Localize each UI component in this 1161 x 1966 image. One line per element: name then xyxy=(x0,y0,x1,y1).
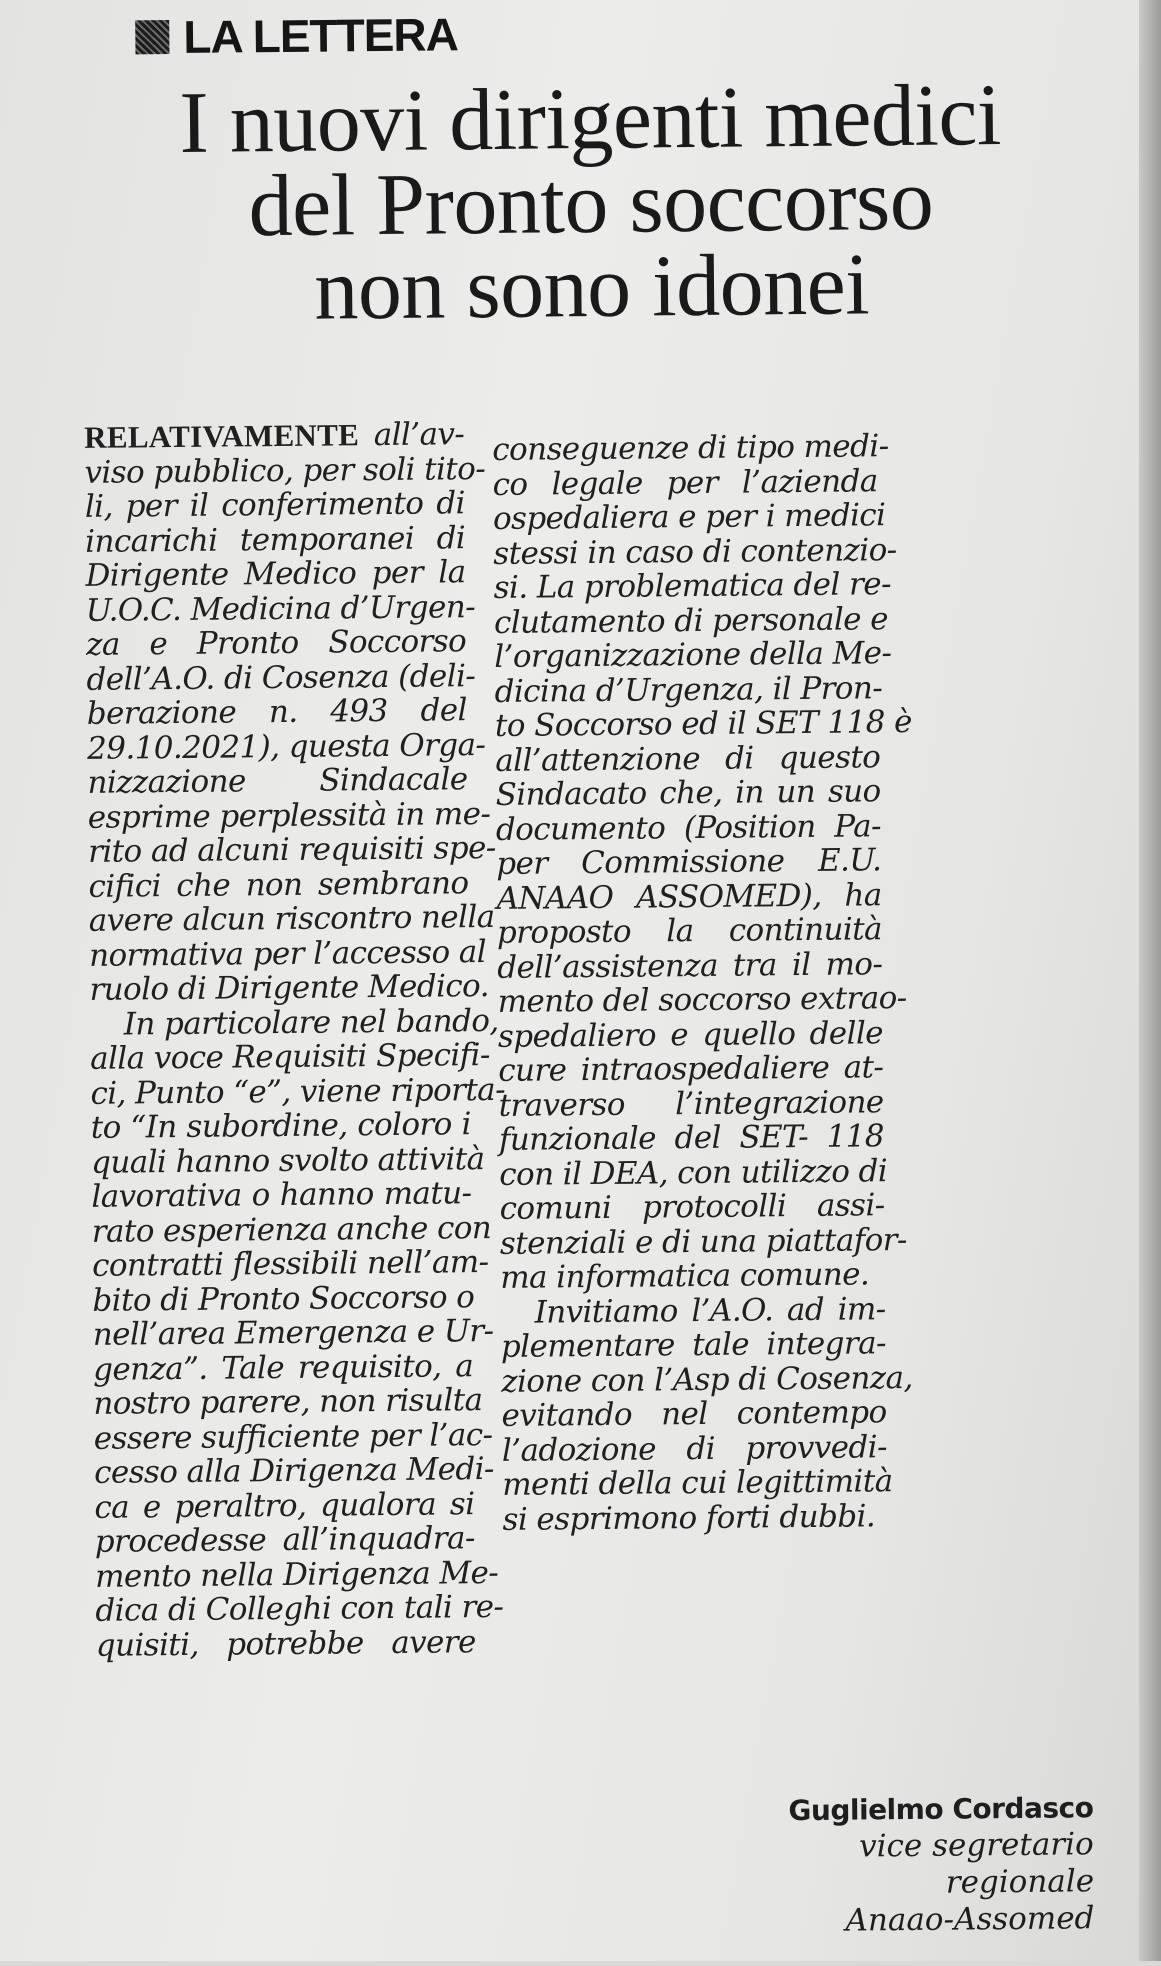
right-column xyxy=(492,428,913,1538)
signature-block xyxy=(788,1789,1094,1940)
text-line: si. La problematica del re- xyxy=(493,566,892,606)
text-line: ruolo di Dirigente Medico. xyxy=(89,968,490,1008)
text-line: U.O.C. Medicina d’Urgen- xyxy=(85,588,476,629)
text-line: essere sufficiente per l’ac- xyxy=(93,1416,493,1457)
text-line: l’adozione di provvedi- xyxy=(501,1428,888,1469)
text-line: per Commissione E.U. xyxy=(496,842,882,882)
section-rubric xyxy=(135,8,459,63)
text-line: si esprimono forti dubbi. xyxy=(502,1497,876,1538)
text-line: documento (Position Pa- xyxy=(495,807,882,848)
text-line: l’organizzazione della Me- xyxy=(494,635,892,675)
text-line: ci, Punto “e”, viene riporta- xyxy=(90,1071,506,1112)
text-line: avere alcun riscontro nella xyxy=(88,898,495,939)
newspaper-clipping xyxy=(40,0,1157,1966)
text-line: Dirigente Medico per la xyxy=(85,554,466,594)
text-line: esprime perplessità in me- xyxy=(87,795,491,836)
text-line: stenziali e di una piattafor- xyxy=(499,1221,907,1262)
lead-word: RELATIVAMENTE xyxy=(84,417,360,455)
text-line: zione con l’Asp di Cosenza, xyxy=(501,1359,913,1400)
text-line: ANAAO ASSOMED), ha xyxy=(496,876,882,917)
text-line: menti della cui legittimità xyxy=(502,1463,893,1503)
text-line: stessi in caso di contenzio- xyxy=(493,531,897,572)
text-span: all’av- xyxy=(358,416,465,454)
section-label: LA LETTERA xyxy=(183,8,459,63)
text-line: li, per il conferimento di xyxy=(84,485,465,525)
text-line: bito di Pronto Soccorso o xyxy=(92,1278,475,1319)
headline xyxy=(41,67,1141,339)
text-line: normativa per l’accesso al xyxy=(88,933,487,974)
text-line: Invitiamo l’A.O. ad im- xyxy=(534,1290,886,1331)
text-line: ca e peraltro, qualora si xyxy=(94,1485,475,1526)
text-line: quali hanno svolto attività xyxy=(90,1140,485,1181)
text-line: rito ad alcuni requisiti spe- xyxy=(87,829,496,870)
text-line: dica di Colleghi con tali re- xyxy=(95,1588,504,1629)
text-line: to “In subordine, coloro i xyxy=(90,1106,471,1146)
text-line: clutamento di personale e xyxy=(493,600,889,641)
text-line: plementare tale integra- xyxy=(500,1325,887,1365)
text-line: dell’assistenza tra il mo- xyxy=(497,945,883,986)
text-line: proposto la continuità xyxy=(496,911,883,951)
text-line: quisiti, potrebbe avere xyxy=(95,1623,476,1664)
text-line: con il DEA, con utilizzo di xyxy=(499,1152,888,1193)
text-line: co legale per l’azienda xyxy=(492,462,878,503)
text-line: incarichi temporanei di xyxy=(85,519,466,560)
text-line: cesso alla Dirigenza Medi- xyxy=(93,1450,495,1491)
text-line: evitando nel contempo xyxy=(501,1394,887,1434)
text-line: funzionale del SET- 118 xyxy=(498,1118,885,1158)
text-line: comuni protocolli assi- xyxy=(499,1187,885,1227)
text-line: nell’area Emergenza e Ur- xyxy=(92,1312,494,1353)
text-line: berazione n. 493 del xyxy=(86,692,467,732)
text-line: nizzazione Sindacale xyxy=(87,761,468,801)
rubric-square-icon xyxy=(135,20,169,54)
signature-role: regionale xyxy=(945,1863,1095,1901)
headline-line: del Pronto soccorso xyxy=(248,151,934,256)
headline-line: I nuovi dirigenti medici xyxy=(178,67,1002,172)
text-line: all’attenzione di questo xyxy=(495,738,881,779)
text-line: nostro parere, non risulta xyxy=(93,1382,483,1422)
signature-role: vice segretario xyxy=(858,1826,1094,1865)
text-line: viso pubblico, per soli tito- xyxy=(84,450,486,491)
text-line: ospedaliera e per i medici xyxy=(492,497,886,537)
headline-line: non sono idonei xyxy=(313,236,870,339)
left-column xyxy=(84,416,506,1664)
text-line: In particolare nel bando, xyxy=(123,1002,499,1043)
text-line: spedaliero e quello delle xyxy=(497,1014,884,1055)
text-line: alla voce Requisiti Specifi- xyxy=(89,1037,490,1077)
text-line: mento nella Dirigenza Me- xyxy=(94,1554,499,1595)
text-line: mento del soccorso extrao- xyxy=(497,980,907,1020)
text-line: ma informatica comune. xyxy=(500,1256,870,1296)
signature-name: Guglielmo Cordasco xyxy=(788,1791,1094,1828)
text-line: cure intraospedaliere at- xyxy=(498,1049,884,1089)
signature-organization: Anaao-Assomed xyxy=(845,1900,1095,1939)
text-line: conseguenze di tipo medi- xyxy=(492,428,889,468)
text-line: genza”. Tale requisito, a xyxy=(92,1347,474,1388)
text-line: rato esperienza anche con xyxy=(91,1209,492,1250)
text-line: Sindacato che, in un suo xyxy=(495,773,881,813)
text-line: contratti flessibili nell’am- xyxy=(91,1244,489,1284)
text-line: dicina d’Urgenza, il Pron- xyxy=(494,669,883,710)
text-line: procedesse all’inquadra- xyxy=(94,1520,475,1560)
text-line: 29.10.2021), questa Orga- xyxy=(86,726,486,767)
text-line: cifici che non sembrano xyxy=(88,864,469,905)
text-line: za e Pronto Soccorso xyxy=(85,623,467,663)
text-line: to Soccorso ed il SET 118 è xyxy=(494,703,912,744)
text-line xyxy=(84,417,464,455)
text-line: lavorativa o hanno matu- xyxy=(91,1175,472,1215)
text-line: dell’A.O. di Cosenza (deli- xyxy=(86,657,476,698)
text-line: traverso l’integrazione xyxy=(498,1083,884,1124)
